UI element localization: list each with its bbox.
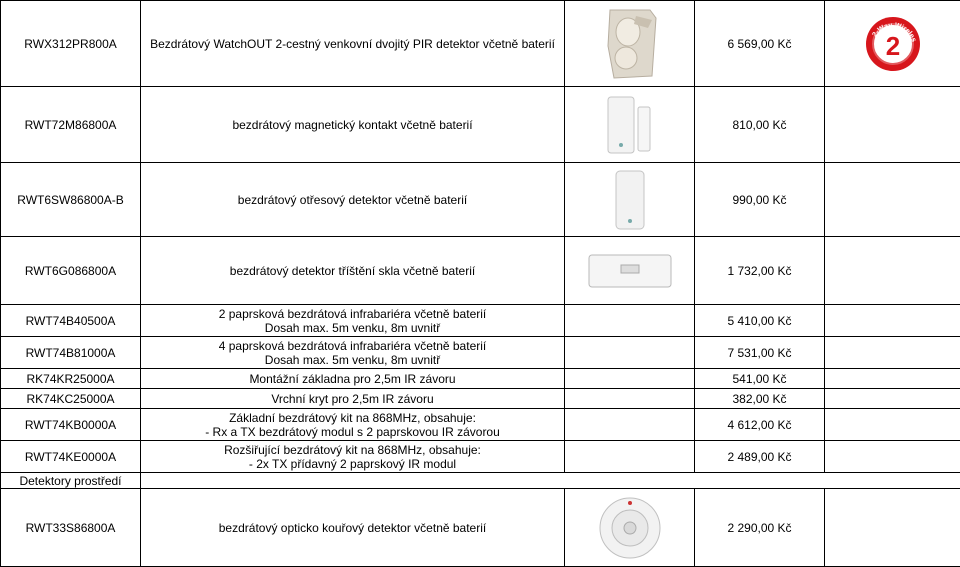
table-row [1, 389, 960, 409]
badge-cell [825, 1, 960, 87]
table-row [1, 337, 960, 369]
product-price: 7 531,00 Kč [695, 337, 825, 369]
product-description: Rozšiřující bezdrátový kit na 868MHz, obsahuje: - 2x TX přídavný 2 paprskový IR modul [141, 441, 565, 473]
glass-break-detector-image [565, 251, 694, 291]
magnetic-contact-image [565, 93, 694, 157]
shock-detector-image [565, 169, 694, 231]
product-description: 2 paprsková bezdrátová infrabariéra včetně baterií Dosah max. 5m venku, 8m uvnitř [141, 305, 565, 337]
product-code: RWX312PR800A [1, 1, 141, 87]
product-price: 990,00 Kč [695, 163, 825, 237]
product-price: 810,00 Kč [695, 87, 825, 163]
product-price: 382,00 Kč [695, 389, 825, 409]
product-image-cell [565, 87, 695, 163]
table-row [1, 409, 960, 441]
section-label: Detektory prostředí [1, 473, 141, 489]
product-code: RK74KR25000A [1, 369, 141, 389]
smoke-detector-image [565, 493, 694, 563]
product-price: 1 732,00 Kč [695, 237, 825, 305]
product-code: RWT74B81000A [1, 337, 141, 369]
product-code: RWT72M86800A [1, 87, 141, 163]
product-description: Základní bezdrátový kit na 868MHz, obsahuje: - Rx a TX bezdrátový modul s 2 paprskovou IR závorou [141, 409, 565, 441]
product-price: 4 612,00 Kč [695, 409, 825, 441]
table-row [1, 305, 960, 337]
product-image-cell [565, 237, 695, 305]
table-row [1, 163, 960, 237]
section-row [1, 473, 960, 489]
badge-text: 2-Way Wireles [864, 15, 917, 43]
badge-number: 2 [885, 31, 899, 61]
table-row [1, 441, 960, 473]
product-description: 4 paprsková bezdrátová infrabariéra včetně baterií Dosah max. 5m venku, 8m uvnitř [141, 337, 565, 369]
product-description: Vrchní kryt pro 2,5m IR závoru [141, 389, 565, 409]
table-row [1, 237, 960, 305]
product-code: RWT33S86800A [1, 489, 141, 567]
product-description: bezdrátový detektor tříštění skla včetně baterií [141, 237, 565, 305]
product-description: Bezdrátový WatchOUT 2-cestný venkovní dvojitý PIR detektor včetně baterií [141, 1, 565, 87]
product-price: 2 489,00 Kč [695, 441, 825, 473]
table-row [1, 1, 960, 87]
two-way-wireless-logo [825, 15, 960, 73]
product-code: RWT74KE0000A [1, 441, 141, 473]
outdoor-pir-detector-image [565, 6, 694, 82]
table-row [1, 369, 960, 389]
product-image-cell [565, 489, 695, 567]
product-price: 2 290,00 Kč [695, 489, 825, 567]
product-code: RWT6SW86800A-B [1, 163, 141, 237]
product-description: bezdrátový opticko kouřový detektor včetně baterií [141, 489, 565, 567]
table-row [1, 87, 960, 163]
product-code: RWT74B40500A [1, 305, 141, 337]
product-code: RWT6G086800A [1, 237, 141, 305]
product-price: 541,00 Kč [695, 369, 825, 389]
product-description: bezdrátový otřesový detektor včetně baterií [141, 163, 565, 237]
product-description: bezdrátový magnetický kontakt včetně baterií [141, 87, 565, 163]
product-image-cell [565, 1, 695, 87]
product-price: 5 410,00 Kč [695, 305, 825, 337]
product-code: RK74KC25000A [1, 389, 141, 409]
product-code: RWT74KB0000A [1, 409, 141, 441]
product-image-cell [565, 163, 695, 237]
product-price: 6 569,00 Kč [695, 1, 825, 87]
table-row [1, 489, 960, 567]
product-description: Montážní základna pro 2,5m IR závoru [141, 369, 565, 389]
